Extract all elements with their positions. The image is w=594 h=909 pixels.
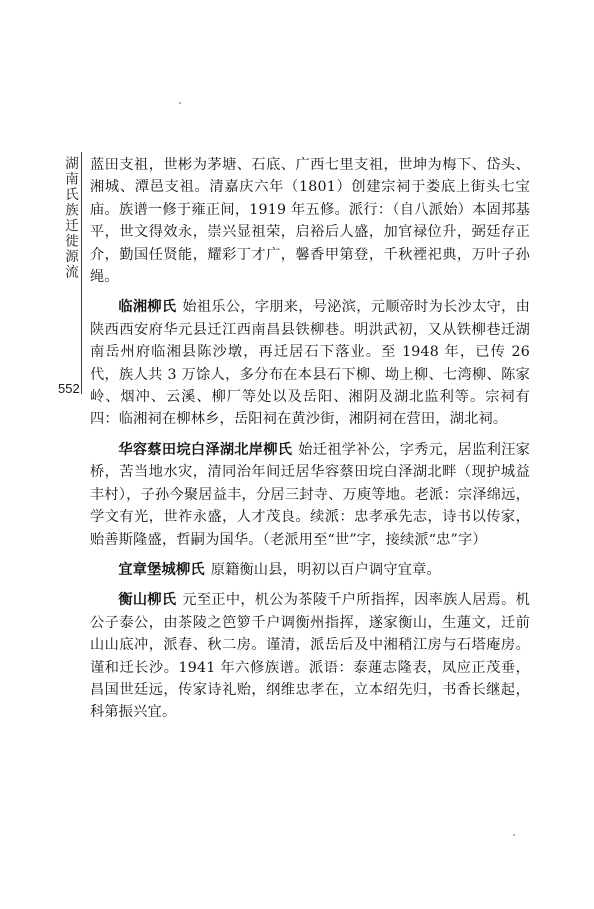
clan-heading: 临湘柳氏 bbox=[118, 299, 177, 316]
clan-heading: 华容蔡田垸白泽湖北岸柳氏 bbox=[118, 441, 293, 458]
clan-heading: 宜章堡城柳氏 bbox=[118, 561, 205, 578]
running-title: 湖南氏族迁徙源流 bbox=[62, 156, 78, 280]
paragraph-text: 始迁祖学补公，字秀元，居监利汪家桥，苦当地水灾，清同治年间迁居华容蔡田垸白泽湖北畔（现护城益丰村），子孙今聚居益丰，分居三封寺、万庾等地。老派：宗泽绵远，学文有光，世祚永盛，人才茂良。续派：忠孝承先志，诗书以传家，贻善斯隆盛，哲嗣为国华。（老派用至“世”字，接续派“忠”字） bbox=[90, 441, 530, 548]
paragraph-text: 原籍衡山县，明初以百户调守宜章。 bbox=[210, 561, 441, 578]
margin-rule bbox=[81, 152, 82, 394]
paragraph-yizhang-liu bbox=[90, 559, 530, 581]
paragraph-huarong-liu bbox=[90, 439, 530, 551]
paragraph-text: 始祖乐公，字朋来，号泌滨，元顺帝时为长沙太守，由陕西西安府华元县迁江西南昌县铁柳巷。明洪武初，又从铁柳巷迁湖南岳州府临湘县陈沙墩，再迁居石下落业。至 1948 年，已传 26 代，族人共 3 万馀人，多分布在本县石下柳、坳上柳、七湾柳、陈家岭、烟冲、云溪、柳厂等处以及岳阳、湘阴及湖北监利等。宗祠有四：临湘祠在柳林乡，岳阳祠在黄沙街，湘阴祠在营田，湖北祠。 bbox=[90, 299, 530, 428]
page-number: 552 bbox=[58, 381, 80, 396]
paragraph-continued bbox=[90, 154, 530, 288]
paragraph-text: 元至正中，机公为茶陵千户所指挥，因率族人居焉。机公子泰公，由茶陵之笆箩千户调衡州指挥，遂家衡山，生蓮文，迁前山山底冲，派春、秋二房。谨清，派岳后及中湘稍江房与石塔庵房。谨和迁长沙。1941 年六修族谱。派语：泰蓮志隆表，凤应正茂垂，昌国世廷远，传家诗礼贻，纲维忠孝在，立本绍先归，书香长继起，科第振兴宜。 bbox=[90, 592, 530, 721]
paragraph-text: 蓝田支祖，世彬为茅塘、石底、广西七里支祖，世坤为梅下、岱头、湘城、潭邑支祖。清嘉庆六年（1801）创建宗祠于娄底上街头七宝庙。族谱一修于雍正间，1919 年五修。派行：（自八派始）本固邦基平，世文得效永，崇兴显祖荣，启裕后人盛，加官禄位升，弼廷存正介，勤国任贤能，耀彩丁才广，馨香甲第登，千秋禋祀典，万叶子孙绳。 bbox=[90, 157, 530, 286]
body-text bbox=[90, 154, 530, 732]
scan-speck bbox=[179, 102, 181, 104]
scan-speck bbox=[513, 834, 515, 836]
paragraph-hengshan-liu bbox=[90, 589, 530, 723]
clan-heading: 衡山柳氏 bbox=[118, 592, 177, 609]
paragraph-linxiang-liu bbox=[90, 296, 530, 430]
